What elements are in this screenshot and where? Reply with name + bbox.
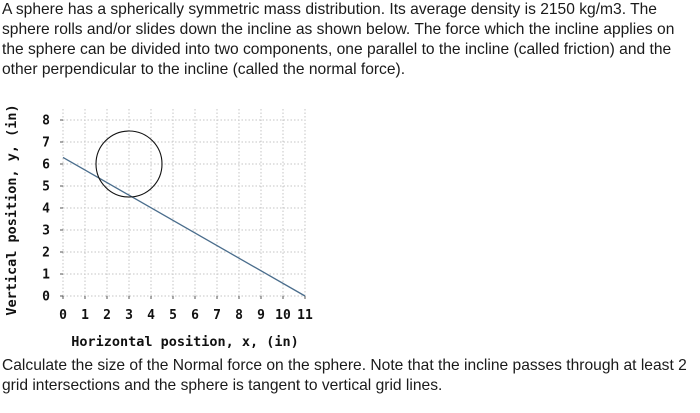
x-tick-label: 7 [213,308,221,323]
x-tick-label: 8 [235,308,243,323]
x-tick-label: 11 [297,308,313,323]
x-tick-label: 2 [103,308,111,323]
y-tick-label: 2 [42,245,50,261]
problem-intro: A sphere has a spherically symmetric mass distribution. Its average density is 2150 kg/m3. The sphere rolls and/or slides down the incline as shown below. The force which the incline applies on the sphere can be divided into two components, one parallel to the incline (called friction) and the other perpendicular to the incline (called the normal force). [2,1,675,78]
problem-question: Calculate the size of the Normal force on the sphere. Note that the incline passes through at least 2 grid intersections and the sphere is tangent to vertical grid lines. [2,357,687,394]
y-tick-label: 8 [42,113,50,129]
x-tick-label: 1 [81,308,89,323]
x-tick-label: 9 [257,308,265,323]
x-tick-label: 4 [147,308,155,323]
y-tick-label: 0 [42,289,50,305]
incline-sphere-plot [0,98,330,356]
ticks [42,114,313,324]
x-tick-label: 5 [169,308,177,323]
y-tick-label: 6 [42,157,50,173]
x-tick-label: 3 [125,308,133,323]
x-tick-label: 6 [191,308,199,323]
y-tick-label: 4 [42,201,50,217]
x-tick-label: 10 [275,308,291,323]
y-tick-label: 1 [42,267,50,283]
y-tick-label: 3 [42,223,50,239]
x-axis-label: Horizontal position, x, (in) [71,334,299,350]
y-tick-label: 5 [42,179,50,195]
y-tick-label: 7 [42,135,50,151]
y-axis-label: Vertical position, y, (in) [4,104,20,316]
x-tick-label: 0 [59,308,67,323]
grid [63,109,305,296]
